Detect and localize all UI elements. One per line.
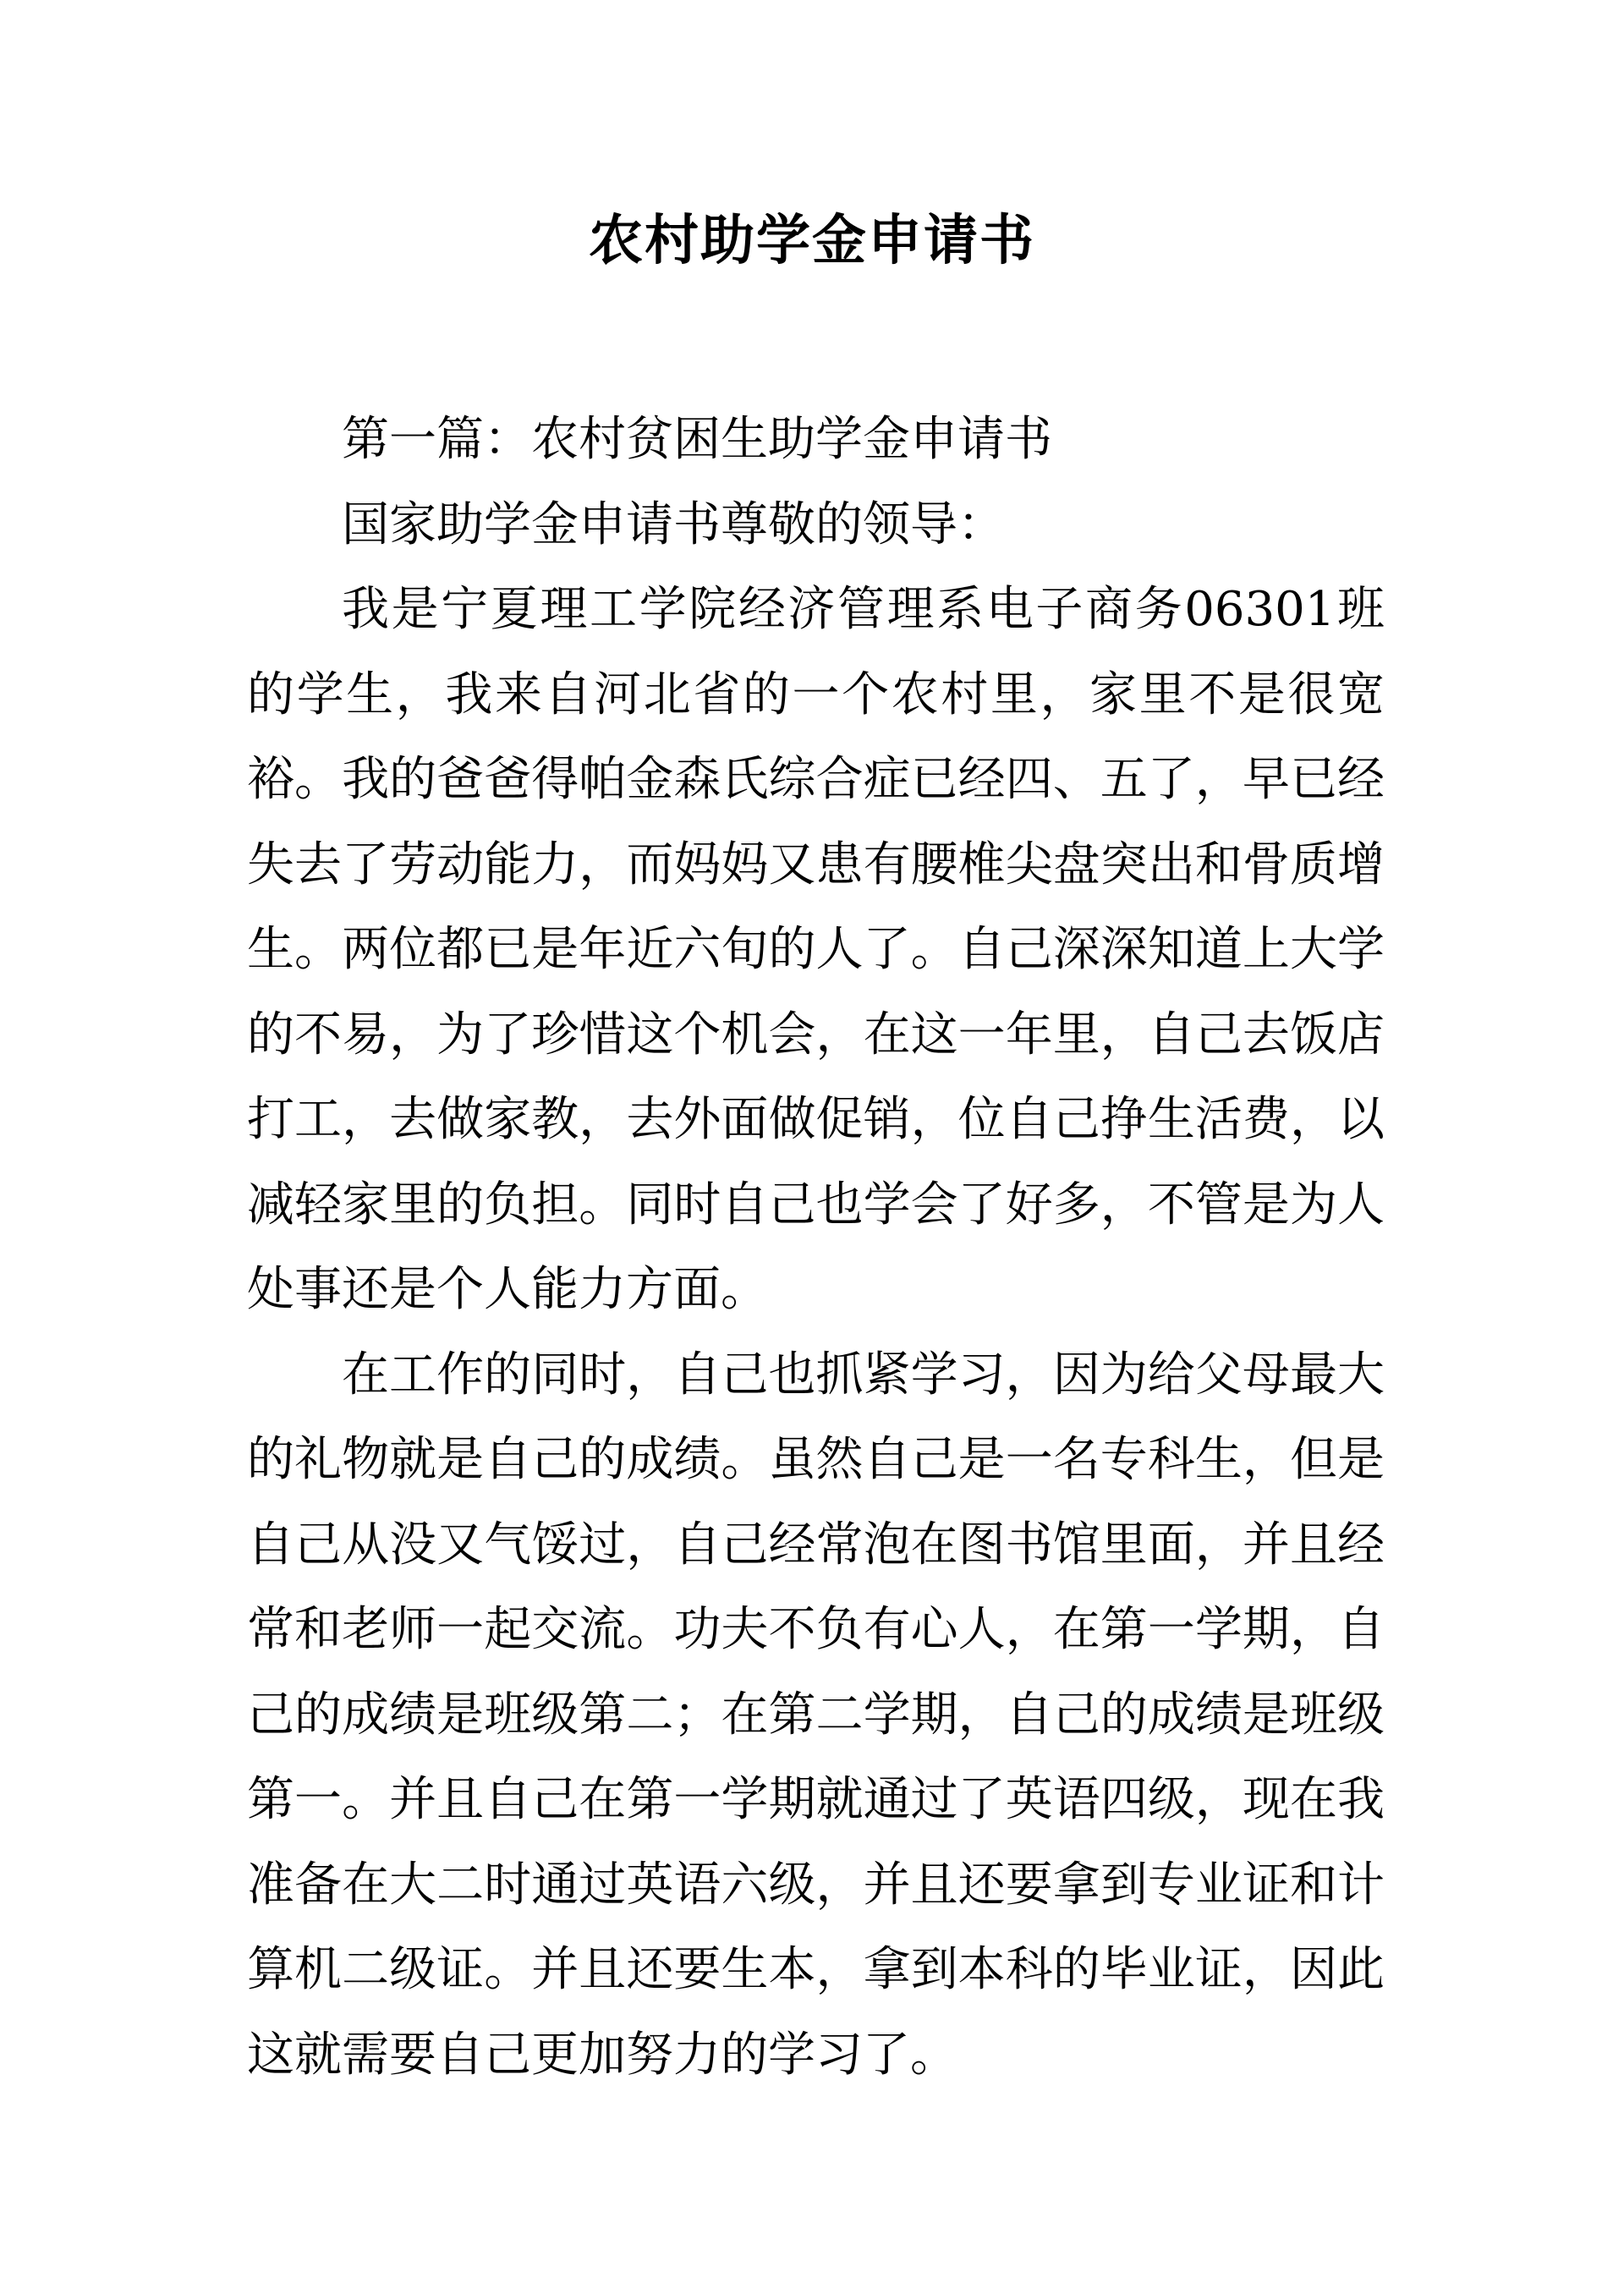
paragraph-study-achievements: 在工作的同时，自己也抓紧学习，因为给父母最大的礼物就是自己的成绩。虽然自己是一名专科生，但是自己从没又气馁过，自己经常泡在图书馆里面，并且经常和老师一起交流。功夫不负有心人，在第一学期，自己的成绩是班级第二；在第二学期，自己的成绩是班级第一。并且自己在第一学期就通过了英语四级，现在我准备在大二时通过英语六级，并且还要拿到专业证和计算机二级证。并且还要生本，拿到本科的毕业证，因此这就需要自己更加努力的学习了。	[247, 1347, 1385, 2083]
paragraph-family-background: 我是宁夏理工学院经济管理系电子商务06301班的学生，我来自河北省的一个农村里，家里不是很宽裕。我的爸爸得帕金森氏综合症已经四、五了，早已经失去了劳动能力，而妈妈又患有腰椎尖盘突出和骨质增生。两位都已是年近六旬的人了。自己深深知道上大学的不易，为了珍惜这个机会，在这一年里，自己去饭店打工，去做家教，去外面做促销，位自己挣生活费，以减轻家里的负担。同时自己也学会了好多，不管是为人处事还是个人能力方面。	[247, 582, 1385, 1317]
document-title: 农村助学金申请书	[589, 210, 1035, 272]
paragraph-section-heading: 第一篇：农村贫困生助学金申请书	[342, 412, 1052, 467]
paragraph-salutation: 国家助学金申请书尊敬的领导：	[342, 497, 1005, 552]
document-body	[247, 398, 1385, 2098]
